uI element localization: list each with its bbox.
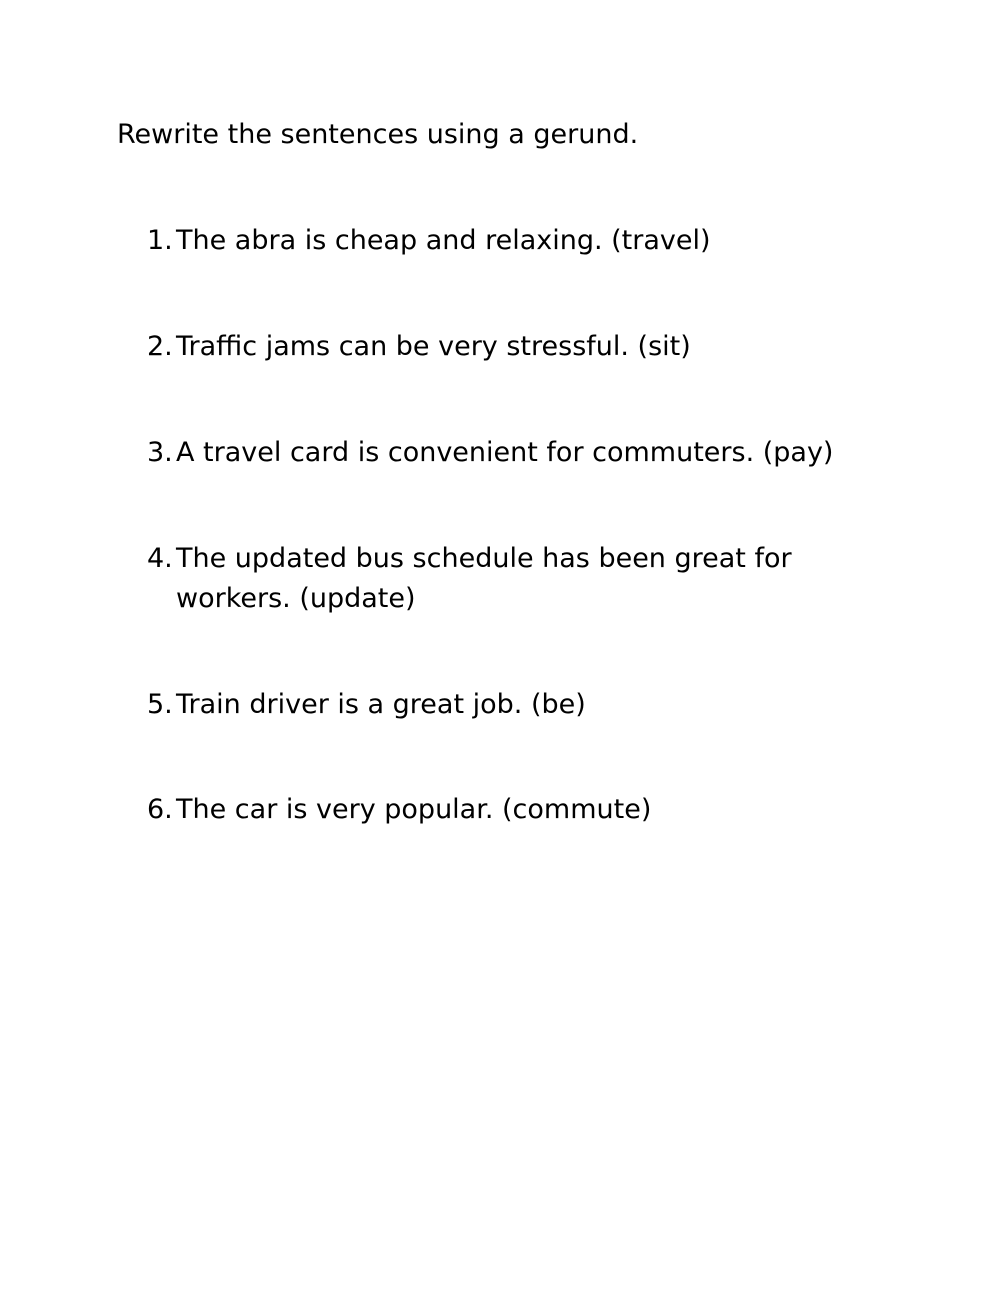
exercise-item-3: [147, 433, 867, 473]
exercise-item-4: [147, 539, 837, 619]
exercise-item-2: [147, 327, 867, 367]
instruction-text: Rewrite the sentences using a gerund.: [117, 119, 639, 150]
item-number: 3.: [147, 437, 173, 468]
item-number: 6.: [147, 794, 173, 825]
item-number: 2.: [147, 331, 173, 362]
item-sentence: Train driver is a great job. (be): [176, 689, 586, 720]
item-sentence: A travel card is convenient for commuters. (pay): [176, 437, 834, 468]
item-number: 5.: [147, 689, 173, 720]
exercise-item-1: [147, 221, 867, 261]
item-sentence: The abra is cheap and relaxing. (travel): [176, 225, 711, 256]
item-sentence: Traffic jams can be very stressful. (sit): [176, 331, 691, 362]
exercise-item-6: [147, 790, 867, 830]
item-sentence: The updated bus schedule has been great for workers. (update): [176, 543, 792, 614]
item-sentence: The car is very popular. (commute): [176, 794, 652, 825]
item-number: 4.: [147, 543, 173, 574]
item-number: 1.: [147, 225, 173, 256]
exercise-item-5: [147, 685, 867, 725]
